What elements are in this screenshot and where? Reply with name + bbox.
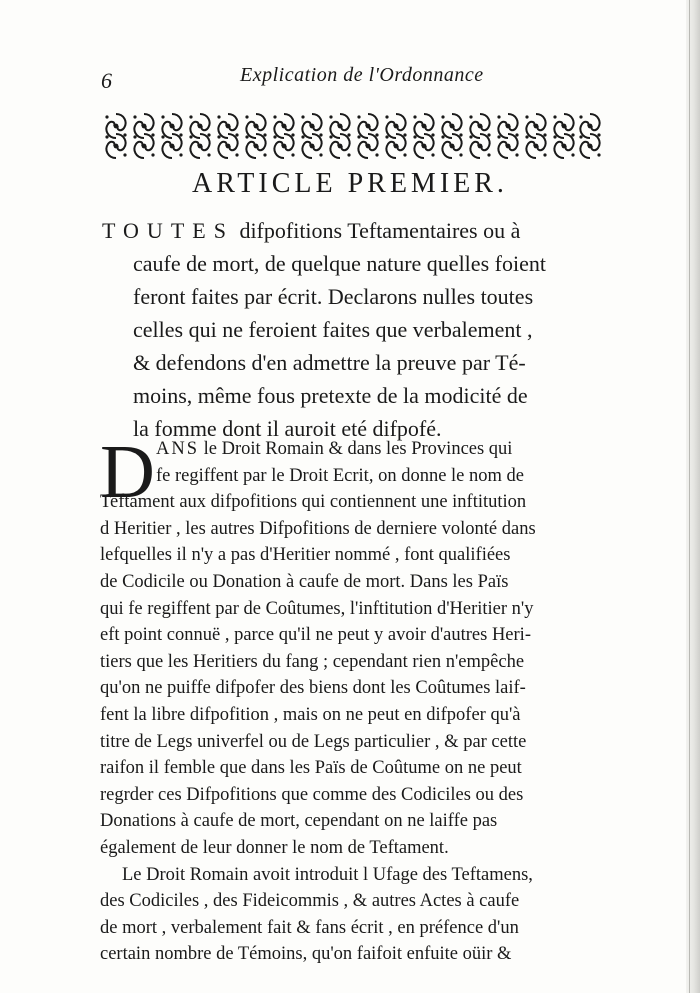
commentary-text — [100, 430, 630, 968]
commentary-line: des Codiciles , des Fideicommis , & autres Actes à caufe — [100, 891, 520, 912]
commentary-first-word: ANS — [156, 439, 200, 459]
article-title: ARTICLE PREMIER. — [192, 168, 508, 199]
ordonnance-line — [102, 214, 622, 247]
commentary-line: également de leur donner le nom de Teftament. — [100, 837, 449, 858]
ordonnance-line-text: difpofitions Teftamentaires ou à — [233, 218, 521, 243]
commentary-line: de mort , verbalement fait & fans écrit , en préfence d'un — [100, 917, 519, 938]
commentary-line: d Heritier , les autres Difpofitions de derniere volonté dans — [100, 518, 536, 539]
commentary-line: regrder ces Difpofitions que comme des Codiciles ou des — [100, 784, 524, 805]
ordonnance-line: moins, même fous pretexte de la modicité de — [133, 383, 528, 408]
running-head: Explication de l'Ordonnance — [240, 64, 484, 86]
commentary-line: qu'on ne puiffe difpofer des biens dont les Coûtumes laif- — [100, 678, 526, 699]
ordonnance-line: caufe de mort, de quelque nature quelles foient — [133, 251, 546, 276]
ordonnance-line: celles qui ne feroient faites que verbalement , — [133, 317, 533, 342]
commentary-line — [100, 436, 630, 463]
commentary-line: raifon il femble que dans les Païs de Coûtume on ne peut — [100, 758, 522, 779]
ordonnance-line: la fomme dont il auroit eté difpofé. — [133, 416, 442, 441]
commentary-line: Le Droit Romain avoit introduit l Ufage des Teftamens, — [122, 864, 533, 885]
drop-cap: D — [100, 430, 155, 514]
page-number: 6 — [101, 68, 112, 93]
commentary-line: certain nombre de Témoins, qu'on faifoit enfuite oüir & — [100, 944, 512, 965]
commentary-line: fent la libre difpofition , mais on ne peut en difpofer qu'à — [100, 704, 521, 725]
ordonnance-text — [102, 214, 622, 445]
commentary-line-text: le Droit Romain & dans les Provinces qui — [199, 439, 513, 459]
commentary-line: qui fe regiffent par de Coûtumes, l'inftitution d'Heritier n'y — [100, 598, 534, 619]
ordonnance-first-word: TOUTES — [102, 218, 234, 243]
commentary-line: fe regiffent par le Droit Ecrit, on donne le nom de — [156, 465, 524, 486]
page-edge-shadow — [686, 0, 700, 993]
commentary-line: titre de Legs univerfel ou de Legs particulier , & par cette — [100, 731, 527, 752]
ordonnance-line: feront faites par écrit. Declarons nulles toutes — [133, 284, 534, 309]
commentary-line: eft point connuë , parce qu'il ne peut y avoir d'autres Heri- — [100, 625, 531, 646]
ordonnance-line: & defendons d'en admettre la preuve par Té- — [133, 350, 526, 375]
commentary-line: de Codicile ou Donation à caufe de mort. Dans les Païs — [100, 571, 509, 592]
ornament-band — [102, 112, 602, 160]
commentary-line: lefquelles il n'y a pas d'Heritier nommé , font qualifiées — [100, 545, 511, 566]
ornament-row-bottom — [105, 134, 600, 158]
commentary-line: Donations à caufe de mort, cependant on ne laiffe pas — [100, 811, 498, 832]
commentary-line: Teftament aux difpofitions qui contiennent une inftitution — [100, 492, 527, 513]
ornament-row-top — [105, 114, 600, 138]
commentary-line: tiers que les Heritiers du fang ; cependant rien n'empêche — [100, 651, 525, 672]
